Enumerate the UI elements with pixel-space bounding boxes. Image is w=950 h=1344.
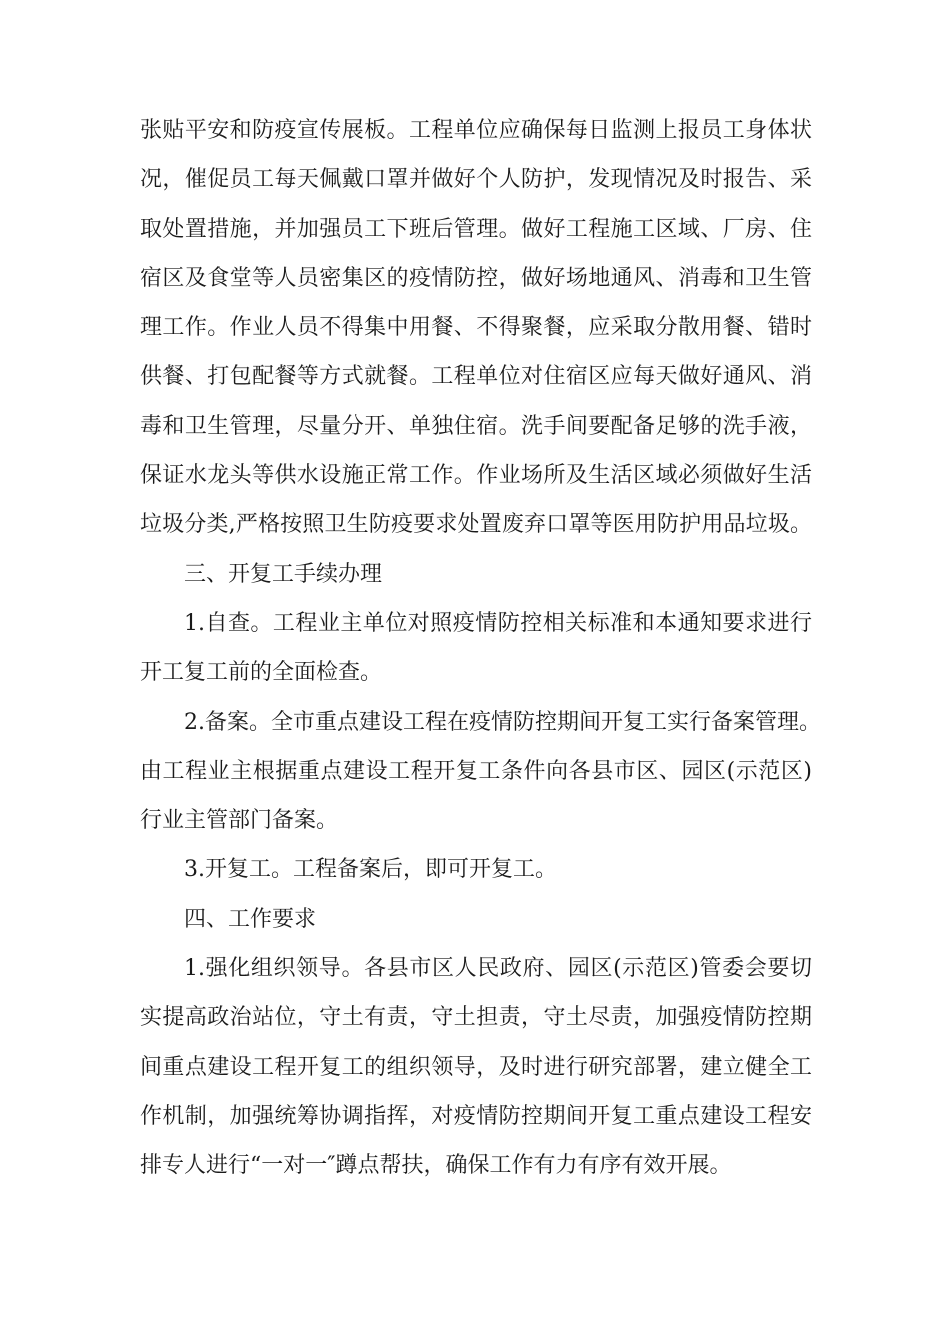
text-line: 况，催促员工每天佩戴口罩并做好个人防护，发现情况及时报告、采 bbox=[140, 167, 812, 193]
text-line: 取处置措施，并加强员工下班后管理。做好工程施工区域、厂房、住 bbox=[140, 216, 812, 242]
text-line: 四、工作要求 bbox=[184, 906, 317, 932]
text-line: 供餐、打包配餐等方式就餐。工程单位对住宿区应每天做好通风、消 bbox=[140, 364, 812, 390]
body-text bbox=[140, 106, 821, 1191]
text-line: 1.强化组织领导。各县市区人民政府、园区(示范区)管委会要切 bbox=[184, 956, 812, 982]
text-line: 三、开复工手续办理 bbox=[184, 561, 383, 587]
text-line: 张贴平安和防疫宣传展板。工程单位应确保每日监测上报员工身体状 bbox=[140, 118, 812, 143]
text-line: 行业主管部门备案。 bbox=[140, 808, 339, 834]
text-line: 开工复工前的全面检查。 bbox=[140, 660, 383, 686]
text-line: 2.备案。全市重点建设工程在疫情防控期间开复工实行备案管理。 bbox=[184, 709, 821, 735]
text-line: 垃圾分类,严格按照卫生防疫要求处置废弃口罩等医用防护用品垃圾。 bbox=[140, 512, 812, 538]
text-line: 毒和卫生管理，尽量分开、单独住宿。洗手间要配备足够的洗手液， bbox=[140, 413, 812, 439]
text-line: 保证水龙头等供水设施正常工作。作业场所及生活区域必须做好生活 bbox=[140, 463, 812, 489]
text-line: 3.开复工。工程备案后，即可开复工。 bbox=[184, 857, 557, 883]
text-line: 理工作。作业人员不得集中用餐、不得聚餐，应采取分散用餐、错时 bbox=[140, 315, 812, 341]
text-line: 实提高政治站位，守土有责，守土担责，守土尽责，加强疫情防控期 bbox=[140, 1005, 812, 1031]
text-line: 排专人进行“一对一″蹲点帮扶，确保工作有力有序有效开展。 bbox=[140, 1153, 732, 1179]
text-line: 宿区及食堂等人员密集区的疫情防控，做好场地通风、消毒和卫生管 bbox=[140, 265, 812, 291]
text-line: 由工程业主根据重点建设工程开复工条件向各县市区、园区(示范区) bbox=[140, 758, 812, 784]
text-line: 1.自查。工程业主单位对照疫情防控相关标准和本通知要求进行 bbox=[184, 610, 812, 636]
text-line: 间重点建设工程开复工的组织领导，及时进行研究部署，建立健全工 bbox=[140, 1054, 812, 1080]
text-line: 作机制，加强统筹协调指挥，对疫情防控期间开复工重点建设工程安 bbox=[140, 1103, 812, 1129]
